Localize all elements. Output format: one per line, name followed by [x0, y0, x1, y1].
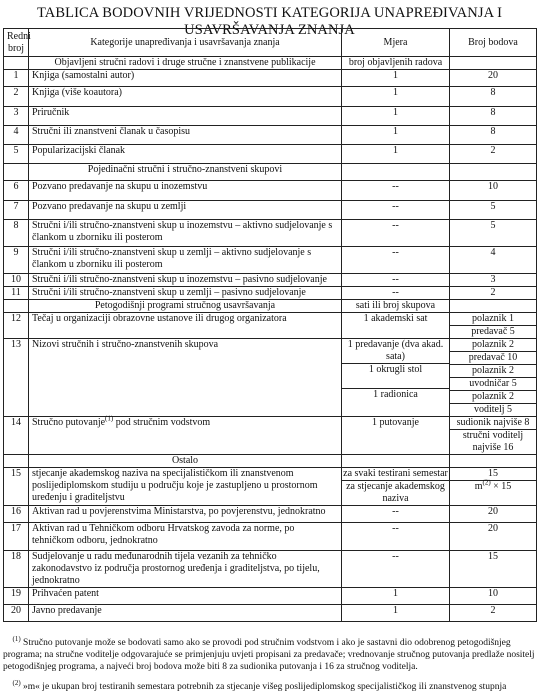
footnote-2: $^{(2)}$ »m« je ukupan broj testiranih semestara potrebnih za stjecanje višeg poslijediplomskog specijalističkog ili znanstvenog stupnja	[12, 678, 507, 692]
table-row	[4, 287, 537, 300]
row-measure: --	[342, 506, 450, 523]
row-points: polaznik 2	[450, 390, 536, 403]
row-measure: 1 radionica	[342, 388, 449, 413]
row-number: 12	[4, 313, 29, 339]
row-points: uvodničar 5	[450, 377, 536, 390]
table-row	[4, 313, 537, 339]
row-points: polaznik 2	[472, 339, 514, 350]
table-row	[4, 220, 537, 247]
row-category: Popularizacijski članak	[29, 145, 342, 164]
table-row	[4, 274, 537, 287]
section-label: Petogodišnji programi stručnog usavršavanja	[29, 300, 342, 313]
row-number: 17	[4, 523, 29, 551]
row-measure: --	[342, 201, 450, 220]
row-points: 20	[450, 70, 537, 87]
table-row	[4, 468, 537, 506]
table-row	[4, 107, 537, 126]
row-points: predavač 5	[450, 325, 536, 338]
row-measure: 1	[342, 605, 450, 622]
row-number: 9	[4, 247, 29, 274]
row-category: Pozvano predavanje na skupu u inozemstvu	[29, 181, 342, 201]
section-row	[4, 164, 537, 181]
row-points: 5	[450, 201, 537, 220]
row-category: Aktivan rad u Tehničkom odboru Hrvatskog zavoda za norme, po tehničkom odboru, jednokratno	[29, 523, 342, 551]
row-number: 3	[4, 107, 29, 126]
row-measure: 1	[342, 126, 450, 145]
row-number: 14	[4, 417, 29, 455]
row-measure: za stjecanje akademskog naziva	[342, 480, 449, 505]
row-points: 5	[450, 220, 537, 247]
row-number: 20	[4, 605, 29, 622]
row-number: 16	[4, 506, 29, 523]
row-measure: --	[342, 247, 450, 274]
section-label: Objavljeni stručni radovi i druge stručne i znanstvene publikacije	[29, 57, 342, 70]
row-points: 15	[450, 551, 537, 588]
row-measure: --	[342, 523, 450, 551]
row-measure: 1	[342, 87, 450, 107]
row-measure: 1	[342, 145, 450, 164]
row-number: 10	[4, 274, 29, 287]
row-category: Stručni ili znanstveni članak u časopisu	[29, 126, 342, 145]
row-points: stručni voditelj najviše 16	[450, 429, 536, 454]
row-number: 5	[4, 145, 29, 164]
row-number: 8	[4, 220, 29, 247]
section-mjera: sati ili broj skupova	[342, 300, 450, 313]
row-category: stjecanje akademskog naziva na specijalističkom ili znanstvenom poslijediplomskom studiju u području koje je zastupljeno u prostornom uređenju i graditeljstvu	[29, 468, 342, 506]
header-redni-broj: Redni broj	[4, 29, 29, 57]
row-category: Javno predavanje	[29, 605, 342, 622]
row-points: 10	[450, 181, 537, 201]
row-points: 8	[450, 107, 537, 126]
section-label: Pojedinačni stručni i stručno-znanstveni skupovi	[29, 164, 342, 181]
row-measure: --	[342, 287, 450, 300]
table-row	[4, 605, 537, 622]
row-measure: 1 okrugli stol	[342, 363, 449, 388]
row-number: 2	[4, 87, 29, 107]
header-broj-bodova: Broj bodova	[450, 29, 537, 57]
table-header-row	[4, 29, 537, 57]
row-measure: 1 putovanje	[342, 417, 450, 455]
row-points: 2	[450, 145, 537, 164]
row-category: Stručno putovanje$^{(1)}$ pod stručnim vodstvom	[29, 417, 342, 455]
table-row	[4, 523, 537, 551]
row-measure: 1	[342, 107, 450, 126]
table-row	[4, 247, 537, 274]
points-table	[3, 28, 537, 622]
row-number: 4	[4, 126, 29, 145]
row-number: 18	[4, 551, 29, 588]
table-row	[4, 551, 537, 588]
row-points: 20	[450, 523, 537, 551]
table-row	[4, 201, 537, 220]
header-mjera: Mjera	[342, 29, 450, 57]
row-category: Stručni i/ili stručno-znanstveni skup u inozemstvu – pasivno sudjelovanje	[29, 274, 342, 287]
row-category: Pozvano predavanje na skupu u zemlji	[29, 201, 342, 220]
table-row	[4, 588, 537, 605]
row-number: 13	[4, 339, 29, 417]
table-row	[4, 145, 537, 164]
row-points: 20	[450, 506, 537, 523]
row-number: 6	[4, 181, 29, 201]
row-points: 8	[450, 126, 537, 145]
row-points: 3	[450, 274, 537, 287]
row-points: 2	[450, 605, 537, 622]
row-points: voditelj 5	[450, 403, 536, 416]
row-category: Knjiga (više koautora)	[29, 87, 342, 107]
section-row	[4, 300, 537, 313]
row-measure: 1 akademski sat	[342, 313, 450, 339]
header-kategorije: Kategorije unapređivanja i usavršavanja znanja	[29, 29, 342, 57]
row-category: Stručni i/ili stručno-znanstveni skup u inozemstvu – aktivno sudjelovanje s člankom u zborniku ili posterom	[29, 220, 342, 247]
row-points: 10	[450, 588, 537, 605]
table-row	[4, 87, 537, 107]
row-category: Stručni i/ili stručno-znanstveni skup u zemlji – pasivno sudjelovanje	[29, 287, 342, 300]
row-points: 8	[450, 87, 537, 107]
page-title: TABLICA BODOVNIH VRIJEDNOSTI KATEGORIJA UNAPREĐIVANJA I USAVRŠAVANJA ZNANJA	[37, 5, 502, 38]
row-number: 19	[4, 588, 29, 605]
row-points: 15	[488, 468, 498, 479]
footnote-1: $^{(1)}$ Stručno putovanje može se bodovati samo ako se provodi pod stručnim vodstvom i ako je sastavni dio odobrenog petogodišnjeg programa; na stručne voditelje odgovarajuće se primjenjuju uvjeti propisani za predavače; vrednovanje stručnog putovanja predlaže nositelj petogodišnjeg programa, a najveći broj bodova može biti 8 za sudionika putovanja i 16 za stručnog voditelja.	[3, 634, 535, 672]
row-measure: --	[342, 274, 450, 287]
row-measure: za svaki testirani semestar	[343, 468, 448, 479]
row-category: Prihvaćen patent	[29, 588, 342, 605]
row-measure: 1	[342, 588, 450, 605]
row-measure: 1 predavanje (dva akad. sata)	[347, 339, 444, 362]
row-category: Tečaj u organizaciji obrazovne ustanove ili drugog organizatora	[29, 313, 342, 339]
section-row	[4, 455, 537, 468]
row-category: Stručni i/ili stručno-znanstveni skup u zemlji – aktivno sudjelovanje s člankom u zborniku ili posterom	[29, 247, 342, 274]
row-points: 2	[450, 287, 537, 300]
table-row	[4, 339, 537, 417]
row-points: 4	[450, 247, 537, 274]
section-mjera: broj objavljenih radova	[342, 57, 450, 70]
row-points: polaznik 1	[472, 313, 514, 324]
row-category: Knjiga (samostalni autor)	[29, 70, 342, 87]
row-measure: 1	[342, 70, 450, 87]
row-points: $m^{(2)} \times 15$	[450, 480, 536, 505]
table-row	[4, 181, 537, 201]
row-points: predavač 10	[450, 351, 536, 364]
row-number: 11	[4, 287, 29, 300]
row-number: 7	[4, 201, 29, 220]
section-label: Ostalo	[29, 455, 342, 468]
row-category: Aktivan rad u povjerenstvima Ministarstva, po povjerenstvu, jednokratno	[29, 506, 342, 523]
table-row	[4, 417, 537, 455]
table-row	[4, 70, 537, 87]
table-row	[4, 126, 537, 145]
row-points: polaznik 2	[450, 364, 536, 377]
row-measure: --	[342, 220, 450, 247]
table-row	[4, 506, 537, 523]
row-points: sudionik najviše 8	[456, 417, 530, 428]
row-category: Nizovi stručnih i stručno-znanstvenih skupova	[29, 339, 342, 417]
section-row	[4, 57, 537, 70]
row-number: 15	[4, 468, 29, 506]
row-category: Sudjelovanje u radu međunarodnih tijela vezanih za tehničko zakonodavstvo iz područja prostornog uređenja i graditeljstva, po tijelu, jednokratno	[29, 551, 342, 588]
row-measure: --	[342, 551, 450, 588]
row-measure: --	[342, 181, 450, 201]
row-category: Priručnik	[29, 107, 342, 126]
row-number: 1	[4, 70, 29, 87]
